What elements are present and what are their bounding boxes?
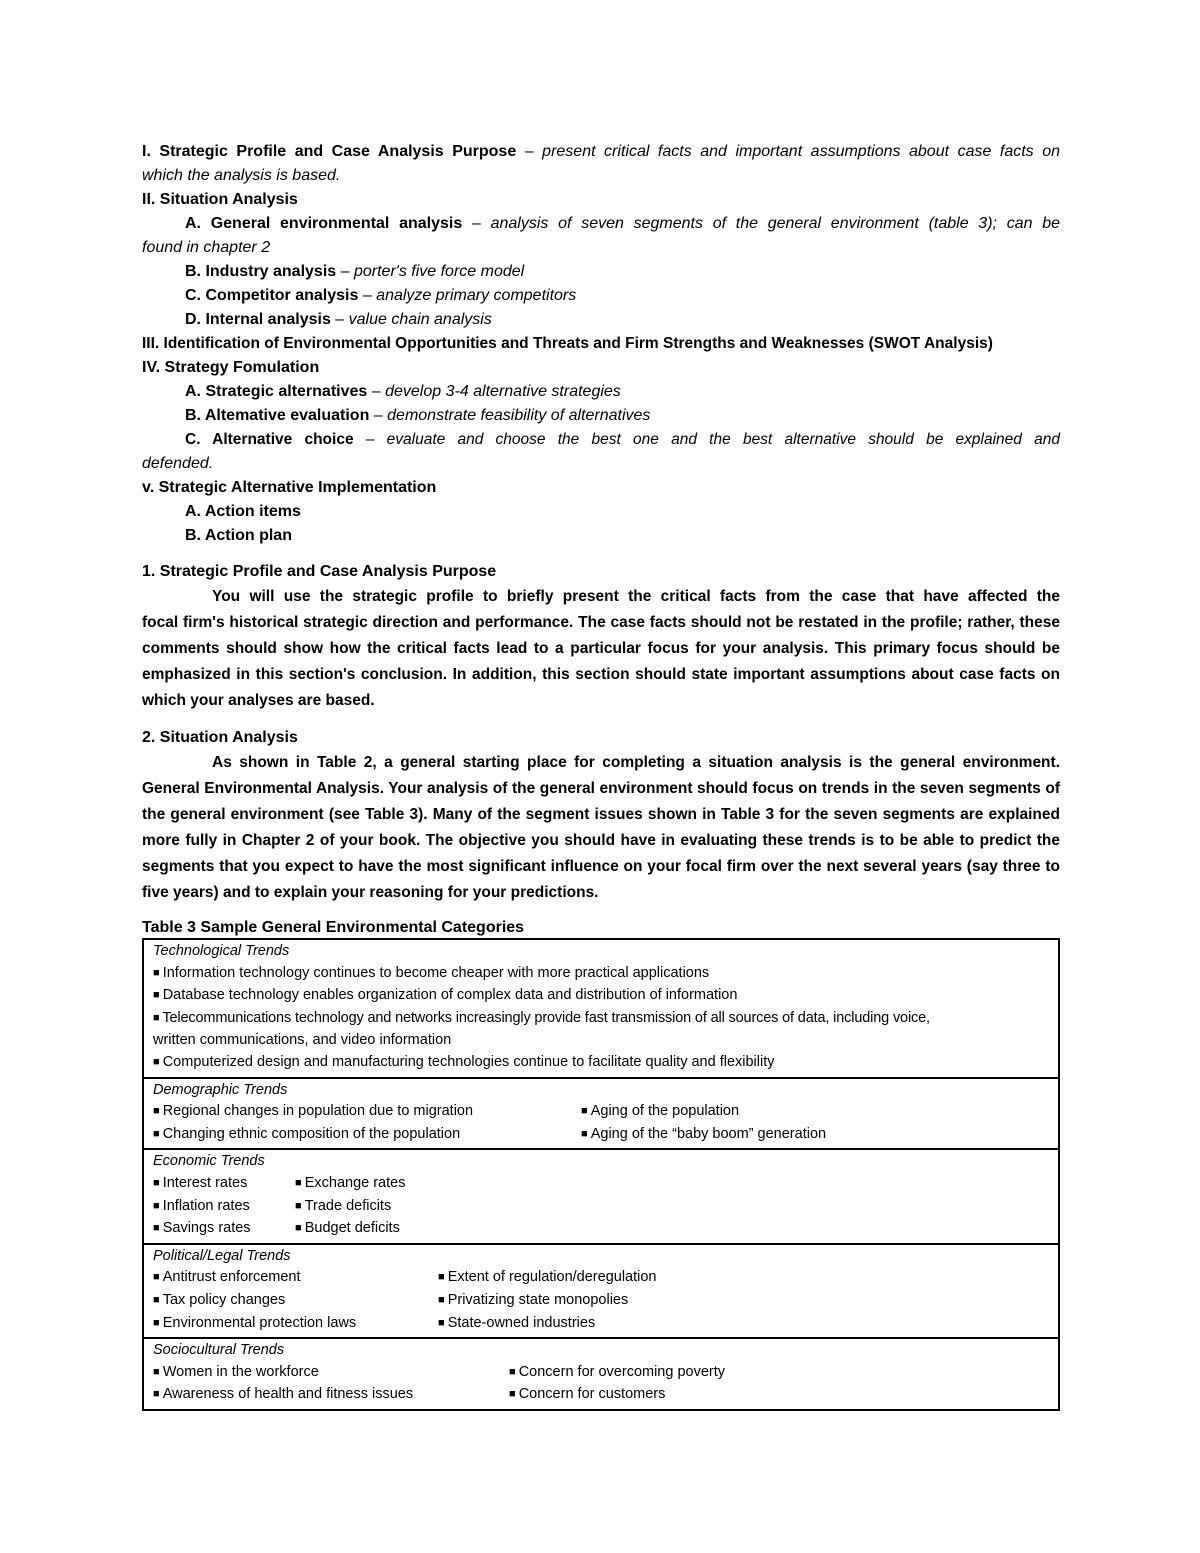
section-1-rest: focal firm's historical strategic direction and performance. The case facts should not be restated in the profile; rather, these comments should show how the critical facts lead to a particular focus for your analysis. This primary focus should be emphasized in this section's conclusion. In addition, this section should state important assumptions about case facts on which your analyses are based.: [142, 614, 1060, 709]
outline-ii-c-desc: analyze primary competitors: [376, 287, 577, 304]
section-2-first-line: As shown in Table 2, a general starting place for completing a situation analysis is the general environment.: [212, 754, 1060, 771]
outline-ii-c: [142, 284, 1060, 308]
outline-v-a: A. Action items: [185, 503, 301, 520]
outline-ii-d-desc: value chain analysis: [348, 311, 492, 328]
table-row: [143, 1078, 1059, 1150]
dash: –: [330, 311, 349, 328]
list-item: ■ Interest rates: [153, 1173, 295, 1196]
list-item: ■ Women in the workforce: [153, 1362, 509, 1385]
table-title: Table 3 Sample General Environmental Categories: [142, 919, 525, 936]
list-item: ■ State-owned industries: [438, 1313, 595, 1336]
list-item: ■ Tax policy changes: [153, 1290, 438, 1313]
dash: –: [336, 263, 354, 280]
list-item: ■ Environmental protection laws: [153, 1313, 438, 1336]
outline-ii-a: [142, 212, 1060, 236]
table-row: [143, 939, 1059, 1078]
dash: –: [369, 407, 388, 424]
list-item: ■ Database technology enables organization of complex data and distribution of information: [153, 985, 1049, 1008]
dash: –: [462, 215, 491, 232]
section-2-body: [142, 750, 1060, 906]
outline-ii-b-label: B. Industry analysis: [185, 263, 337, 280]
dash: –: [367, 383, 386, 400]
list-row: [153, 1384, 1049, 1407]
section-1-heading: 1. Strategic Profile and Case Analysis Purpose: [142, 563, 497, 580]
outline-iv-b-desc: demonstrate feasibility of alternatives: [387, 407, 651, 424]
outline-iv-a: [142, 380, 1060, 404]
outline-iv-c-desc: evaluate and choose the best one and the best alternative should be explained and: [386, 431, 1060, 448]
outline-ii-b: [142, 260, 1060, 284]
political-cell: [143, 1244, 1059, 1338]
outline-ii-d-label: D. Internal analysis: [185, 311, 331, 328]
outline-iv-b-label: B. Altemative evaluation: [185, 407, 370, 424]
outline-iv: IV. Strategy Fomulation: [142, 359, 320, 376]
section-1-body: [142, 584, 1060, 714]
category-title: Sociocultural Trends: [153, 1342, 285, 1359]
list-item: ■ Regional changes in population due to migration: [153, 1101, 581, 1124]
category-title: Economic Trends: [153, 1153, 265, 1170]
list-row: [153, 1196, 1049, 1219]
list-row: [153, 1362, 1049, 1385]
list-item: ■ Awareness of health and fitness issues: [153, 1384, 509, 1407]
outline-i-desc: present critical facts and important assumptions about case facts on: [542, 143, 1060, 160]
list-row: [153, 1290, 1049, 1313]
outline-iv-a-desc: develop 3-4 alternative strategies: [385, 383, 621, 400]
list-item: ■ Information technology continues to become cheaper with more practical applications: [153, 963, 1049, 986]
section-2-heading: 2. Situation Analysis: [142, 729, 298, 746]
outline-iii: III. Identification of Environmental Opportunities and Threats and Firm Strengths and Weaknesses (SWOT Analysis): [142, 335, 993, 352]
outline-i-cont: which the analysis is based.: [142, 167, 341, 184]
economic-cell: [143, 1149, 1059, 1243]
outline-ii-b-desc: porter's five force model: [353, 263, 525, 280]
list-item: ■ Trade deficits: [295, 1196, 391, 1219]
list-item: ■ Changing ethnic composition of the population: [153, 1124, 581, 1147]
dash: –: [358, 287, 377, 304]
list-item-continued: written communications, and video information: [153, 1032, 452, 1049]
outline-ii-c-label: C. Competitor analysis: [185, 287, 359, 304]
category-title: Technological Trends: [153, 943, 290, 959]
outline-i-label: I. Strategic Profile and Case Analysis Purpose: [142, 143, 517, 160]
demographic-cell: [143, 1078, 1059, 1150]
list-item: ■ Antitrust enforcement: [153, 1267, 438, 1290]
section-1-first-line: You will use the strategic profile to briefly present the critical facts from the case that have affected the: [212, 588, 1060, 605]
dash: –: [516, 143, 543, 160]
list-item: ■ Extent of regulation/deregulation: [438, 1267, 657, 1290]
table-row: [143, 1338, 1059, 1410]
list-row: [153, 1313, 1049, 1336]
categories-table: [142, 938, 1060, 1411]
list-item: ■ Budget deficits: [295, 1218, 400, 1241]
table-row: [143, 1149, 1059, 1243]
section-2-rest: General Environmental Analysis. Your analysis of the general environment should focus on trends in the seven segments of the general environment (see Table 3). Many of the segment issues shown in Table 3 for the seven segments are explained more fully in Chapter 2 of your book. The objective you should have in evaluating these trends is to be able to predict the segments that you expect to have the most significant influence on your focal firm over the next several years (say three to five years) and to explain your reasoning for your predictions.: [142, 780, 1060, 901]
list-item: ■ Aging of the population: [581, 1101, 739, 1124]
list-item: ■ Exchange rates: [295, 1173, 405, 1196]
list-item: ■ Privatizing state monopolies: [438, 1290, 628, 1313]
list-row: [153, 1267, 1049, 1290]
document-page: [142, 140, 1060, 1411]
sociocultural-cell: [143, 1338, 1059, 1410]
list-item: ■ Concern for overcoming poverty: [509, 1362, 725, 1385]
list-row: [153, 1101, 1049, 1124]
outline-i: [142, 140, 1060, 164]
list-item: ■ Inflation rates: [153, 1196, 295, 1219]
list-item: ■ Aging of the “baby boom” generation: [581, 1124, 826, 1147]
list-row: [153, 1173, 1049, 1196]
category-title: Political/Legal Trends: [153, 1247, 291, 1264]
list-item: ■ Savings rates: [153, 1218, 295, 1241]
category-title: Demographic Trends: [153, 1081, 288, 1098]
list-row: [153, 1124, 1049, 1147]
outline-ii-a-desc: analysis of seven segments of the general environment (table 3); can be: [490, 215, 1061, 232]
outline-iv-c: [142, 428, 1060, 452]
table-row: [143, 1244, 1059, 1338]
outline-v: v. Strategic Alternative Implementation: [142, 479, 437, 496]
outline-iv-c-cont: defended.: [142, 455, 214, 472]
outline-ii-a-label: A. General environmental analysis: [185, 215, 463, 232]
list-item: ■ Telecommunications technology and networks increasingly provide fast transmission of all sources of data, including voice,: [153, 1008, 1049, 1031]
list-item: ■ Concern for customers: [509, 1384, 665, 1407]
outline-v-b: B. Action plan: [185, 527, 292, 544]
outline-ii: II. Situation Analysis: [142, 191, 298, 208]
outline-iv-c-label: C. Alternative choice: [185, 431, 354, 448]
outline-iv-b: [142, 404, 1060, 428]
outline-ii-a-cont: found in chapter 2: [142, 239, 271, 256]
technological-cell: [143, 939, 1059, 1078]
outline-ii-d: [142, 308, 1060, 332]
list-item: ■ Computerized design and manufacturing technologies continue to facilitate quality and flexibility: [153, 1052, 1049, 1075]
outline-iv-a-label: A. Strategic alternatives: [185, 383, 368, 400]
list-row: [153, 1218, 1049, 1241]
dash: –: [353, 431, 387, 448]
